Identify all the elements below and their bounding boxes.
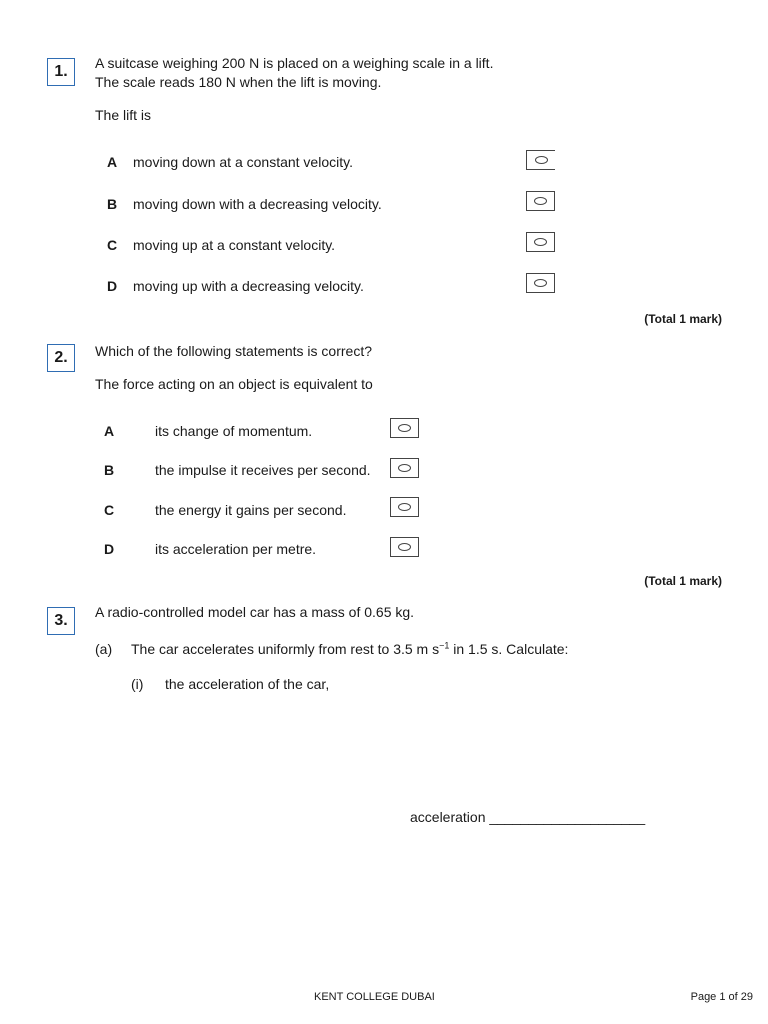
q2-option-a-answer-box[interactable] (390, 418, 419, 438)
q1-option-d-text: moving up with a decreasing velocity. (133, 278, 364, 294)
q1-option-a-text: moving down at a constant velocity. (133, 154, 353, 170)
q2-option-c-letter: C (104, 502, 115, 518)
answer-bubble-icon (398, 543, 411, 551)
part-a-text-after: in 1.5 s. Calculate: (449, 641, 569, 657)
question-1-stem-line2: The scale reads 180 N when the lift is moving. (95, 74, 382, 90)
question-3-part-a-label: (a) (95, 641, 113, 657)
q2-option-c-answer-box[interactable] (390, 497, 419, 517)
question-1-number: 1. (47, 58, 75, 86)
q1-option-c-letter: C (107, 237, 118, 253)
question-2-total-mark: (Total 1 mark) (644, 574, 722, 588)
question-2-number: 2. (47, 344, 75, 372)
question-1-stem-line1: A suitcase weighing 200 N is placed on a weighing scale in a lift. (95, 55, 494, 71)
q2-option-c-text: the energy it gains per second. (155, 502, 347, 518)
part-a-superscript: −1 (439, 640, 450, 651)
answer-bubble-icon (398, 424, 411, 432)
answer-bubble-icon (534, 238, 547, 246)
q1-option-b-answer-box[interactable] (526, 191, 555, 211)
part-a-text-before: The car accelerates uniformly from rest to 3.5 m s (131, 641, 440, 657)
question-3-part-a-text (131, 640, 568, 658)
q2-option-b-text: the impulse it receives per second. (155, 462, 371, 478)
q1-option-a-letter: A (107, 154, 118, 170)
answer-bubble-icon (535, 156, 548, 164)
question-1-lead: The lift is (95, 107, 152, 123)
q2-option-d-letter: D (104, 541, 115, 557)
q2-option-b-letter: B (104, 462, 115, 478)
q1-option-a-answer-box[interactable] (526, 150, 555, 170)
footer-page-number: Page 1 of 29 (690, 991, 753, 1003)
q1-option-b-text: moving down with a decreasing velocity. (133, 196, 382, 212)
answer-bubble-icon (534, 197, 547, 205)
q2-option-a-text: its change of momentum. (155, 423, 313, 439)
question-2-stem: Which of the following statements is correct? (95, 343, 373, 359)
q1-option-d-letter: D (107, 278, 118, 294)
q1-option-d-answer-box[interactable] (526, 273, 555, 293)
q2-option-d-answer-box[interactable] (390, 537, 419, 557)
answer-bubble-icon (398, 503, 411, 511)
question-3-number: 3. (47, 607, 75, 635)
question-2-lead: The force acting on an object is equivalent to (95, 376, 373, 392)
answer-bubble-icon (534, 279, 547, 287)
q2-option-a-letter: A (104, 423, 115, 439)
q1-option-c-answer-box[interactable] (526, 232, 555, 252)
footer-school-name: KENT COLLEGE DUBAI (314, 991, 435, 1003)
acceleration-answer-line[interactable]: acceleration ____________________ (410, 809, 646, 825)
q1-option-b-letter: B (107, 196, 118, 212)
q1-option-c-text: moving up at a constant velocity. (133, 237, 336, 253)
question-1-total-mark: (Total 1 mark) (644, 312, 722, 326)
q2-option-d-text: its acceleration per metre. (155, 541, 317, 557)
question-3-part-i-label: (i) (131, 676, 144, 692)
question-3-part-i-text: the acceleration of the car, (165, 676, 330, 692)
answer-bubble-icon (398, 464, 411, 472)
q2-option-b-answer-box[interactable] (390, 458, 419, 478)
question-3-stem: A radio-controlled model car has a mass of 0.65 kg. (95, 604, 415, 620)
